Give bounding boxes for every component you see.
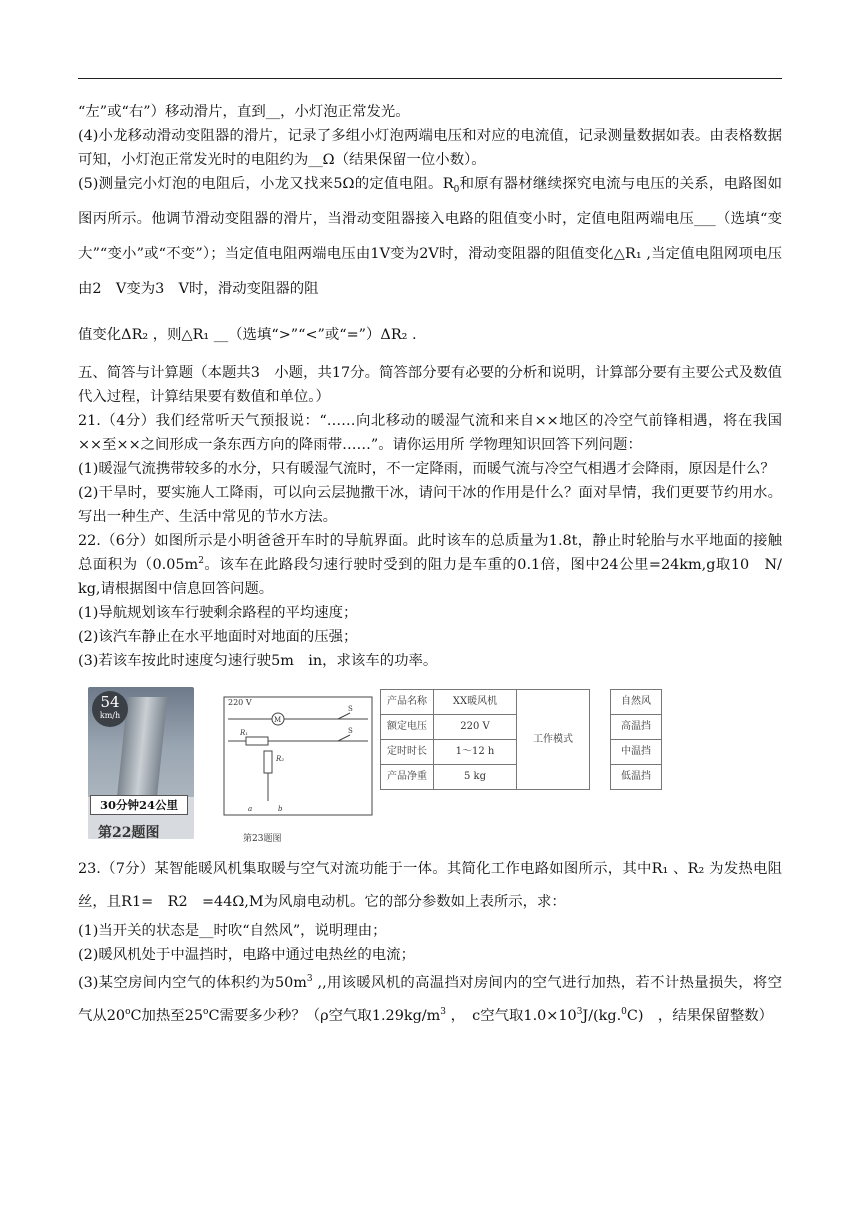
q22-stem: 22.（6分）如图所示是小明爸爸开车时的导航界面。此时该车的总质量为1.8t，静止时轮胎与水平地面的接触总面积为（$0.05m^2$。该车在此路段匀速行驶时受到的阻力是车重的0.1倍，图中24公里=24km,g取10 N/ kg,请根据图中信息回答问题。	[78, 533, 797, 597]
terminal-a: a	[248, 805, 253, 813]
spec-key: 定时时长	[381, 740, 434, 765]
terminal-b: b	[278, 805, 283, 813]
q22-part1: (1)导航规划该车行驶剩余路程的平均速度；	[78, 605, 358, 621]
spec-table	[380, 689, 662, 790]
mode-high: 高温挡	[611, 715, 662, 740]
switch-s2	[338, 735, 350, 741]
document-body	[78, 100, 797, 1033]
spec-value: 5 kg	[434, 765, 517, 790]
mode-label: 工作模式	[517, 690, 590, 790]
header-rule	[78, 78, 782, 79]
switch-s2-label: S	[348, 727, 353, 735]
mode-mid: 中温挡	[611, 740, 662, 765]
q23-part3: (3)某空房间内空气的体积约为$50m^3$ ,,用该暖风机的高温挡对房间内的空气进行加热，若不计热量损失，将空气从20$^o$C加热至25$^o$C需要多少秒？（ρ空气取$1.29kg/m^3$ ， c空气取$1.0\times 10^3J/(kg.^0C)$ ，结果保留整数）	[78, 974, 782, 1024]
q21-part1: (1)暖湿气流携带较多的水分，只有暖湿气流时，不一定降雨，而暖气流与冷空气相遇才会降雨，原因是什么？	[78, 461, 775, 477]
q23-part2: (2)暖风机处于中温挡时，电路中通过电热丝的电流；	[78, 947, 415, 963]
q21-part2: (2)干旱时，要实施人工降雨，可以向云层抛撒干冰，请问干冰的作用是什么？面对旱情，我们更要节约用水。写出一种生产、生活中常见的节水方法。	[78, 485, 782, 525]
figures-row	[78, 685, 782, 845]
q20-part5: (5)测量完小灯泡的电阻后，小龙又找来5Ω的定值电阻。$R_0$和原有器材继续探究电流与电压的关系，电路图如图丙所示。他调节滑动变阻器的滑片，当滑动变阻器接入电路的阻值变小时，定值电阻两端电压___（选填“变大”“变小”或“不变”）；当定值电阻两端电压由1V变为2V时，滑动变阻器的阻值变化△R₁ ,当定值电阻网项电压由2 V变为3 V时，滑动变阻器的阻	[78, 176, 782, 297]
route-summary: 30分钟24公里	[90, 795, 188, 815]
spec-value: 1～12 h	[434, 740, 517, 765]
switch-s1-label: S	[348, 705, 353, 713]
resistor-r1	[246, 737, 268, 745]
mode-natural: 自然风	[611, 690, 662, 715]
figure-23-caption: 第23题图	[243, 834, 282, 844]
q22-part3: (3)若该车按此时速度匀速行驶5m in，求该车的功率。	[78, 653, 438, 669]
figure-22-caption: 第22题图	[98, 825, 160, 841]
resistor-r1-label: R₁	[240, 729, 249, 737]
continuation-line: “左”或“右”）移动滑片，直到__，小灯泡正常发光。	[78, 104, 410, 120]
navigation-screenshot	[88, 687, 194, 839]
mode-low: 低温挡	[611, 765, 662, 790]
voltage-label: 220 V	[228, 698, 252, 707]
section-heading: 五、简答与计算题（本题共3 小题，共17分。简答部分要有必要的分析和说明，计算部分要有主要公式及数值代入过程，计算结果要有数值和单位。）	[78, 365, 782, 405]
q20-part4: (4)小龙移动滑动变阻器的滑片，记录了多组小灯泡两端电压和对应的电流值，记录测量数据如表。由表格数据可知，小灯泡正常发光时的电阻约为__Ω（结果保留一位小数）。	[78, 128, 782, 168]
q23-stem: 23.（7分）某智能暖风机集取暖与空气对流功能于一体。其简化工作电路如图所示，其中R₁ 、R₂ 为发热电阻丝，且R1= R2 =44Ω,M为风扇电动机。它的部分参数如上表所示，求：	[78, 861, 782, 910]
motor-label: M	[274, 716, 282, 724]
spec-value: 220 V	[434, 715, 517, 740]
q23-part1: (1)当开关的状态是__时吹“自然风”，说明理由；	[78, 923, 387, 939]
q22-part2: (2)该汽车静止在水平地面时对地面的压强；	[78, 629, 358, 645]
spec-key: 产品净重	[381, 765, 434, 790]
spec-value: XX暖风机	[434, 690, 517, 715]
spec-key: 额定电压	[381, 715, 434, 740]
spec-key: 产品名称	[381, 690, 434, 715]
speed-badge: 54 km/h	[92, 691, 128, 727]
switch-s1	[338, 713, 350, 719]
resistor-r2	[264, 751, 272, 773]
circuit-diagram	[218, 691, 378, 831]
q21-stem: 21.（4分）我们经常听天气预报说：“……向北移动的暖湿气流和来自××地区的冷空气前锋相遇，将在我国××至××之间形成一条东西方向的降雨带……”。请你运用所 学物理知识回答下列问题：	[78, 413, 782, 453]
resistor-r2-label: R₂	[276, 755, 285, 763]
q20-part5-end: 值变化ΔR₂ ，则△R₁ __（选填“>”“<”或“=”）ΔR₂ .	[78, 327, 417, 343]
